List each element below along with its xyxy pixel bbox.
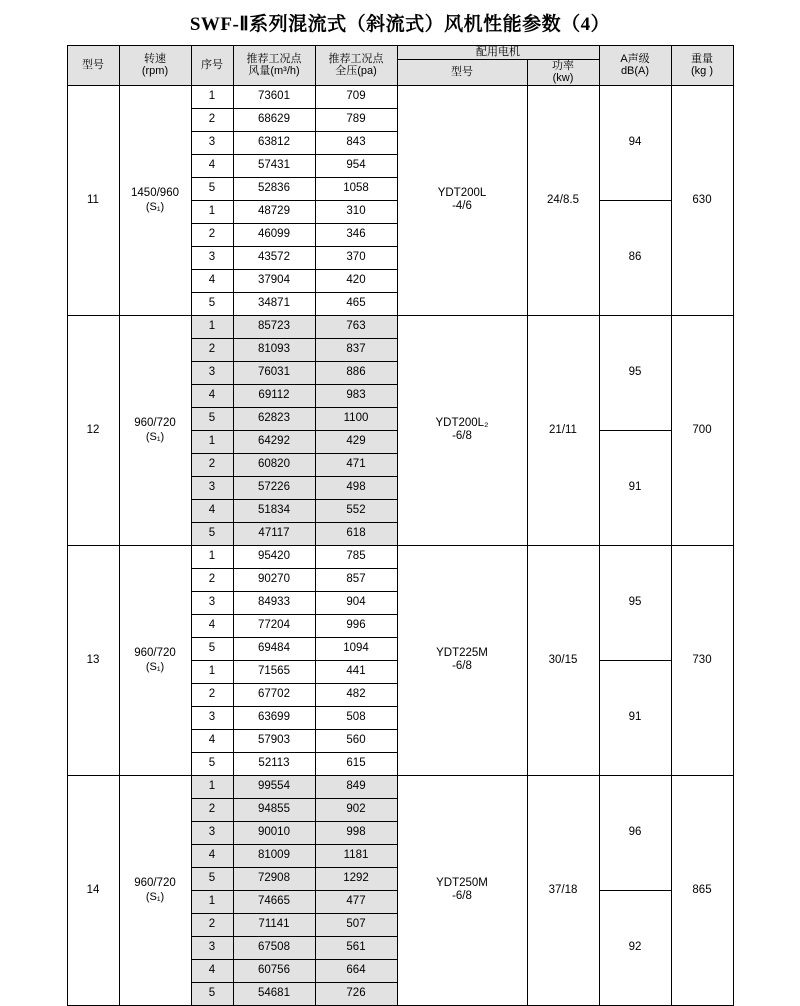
cell-seq: 2 [191,453,233,476]
cell-pressure: 552 [315,499,397,522]
cell-seq: 2 [191,683,233,706]
header-rpm [119,46,191,86]
table-row [67,85,733,108]
cell-flow: 57431 [233,154,315,177]
cell-noise-low: 91 [599,430,671,545]
cell-noise-low: 86 [599,200,671,315]
cell-seq: 2 [191,223,233,246]
cell-flow: 69112 [233,384,315,407]
cell-seq: 4 [191,499,233,522]
cell-rpm [119,85,191,315]
cell-pressure: 508 [315,706,397,729]
cell-pressure: 482 [315,683,397,706]
cell-pressure: 843 [315,131,397,154]
cell-flow: 68629 [233,108,315,131]
cell-flow: 43572 [233,246,315,269]
cell-pressure: 785 [315,545,397,568]
cell-seq: 3 [191,936,233,959]
header-noise [599,46,671,86]
table-row [67,775,733,798]
header-weight-line1: 重量 [691,52,713,65]
cell-seq: 4 [191,384,233,407]
cell-flow: 57226 [233,476,315,499]
cell-seq: 5 [191,752,233,775]
cell-power: 30/15 [527,545,599,775]
cell-motor-model [397,545,527,775]
cell-flow: 52113 [233,752,315,775]
cell-seq: 5 [191,982,233,1005]
cell-flow: 71565 [233,660,315,683]
cell-pressure: 983 [315,384,397,407]
cell-pressure: 996 [315,614,397,637]
cell-seq: 3 [191,476,233,499]
cell-seq: 1 [191,890,233,913]
header-flow [233,46,315,86]
cell-flow: 47117 [233,522,315,545]
cell-pressure: 857 [315,568,397,591]
cell-flow: 81093 [233,338,315,361]
table-header [67,46,733,86]
cell-model: 14 [67,775,119,1005]
cell-flow: 85723 [233,315,315,338]
cell-seq: 3 [191,591,233,614]
cell-pressure: 615 [315,752,397,775]
cell-motor-model [397,315,527,545]
cell-seq: 4 [191,154,233,177]
cell-flow: 57903 [233,729,315,752]
cell-noise-low: 92 [599,890,671,1005]
header-rpm-line2: (rpm) [141,65,169,78]
cell-rpm-line2: (S₁) [145,200,165,213]
cell-flow: 37904 [233,269,315,292]
cell-pressure: 849 [315,775,397,798]
cell-seq: 3 [191,246,233,269]
cell-flow: 63812 [233,131,315,154]
header-power-line1: 功率 [552,59,574,72]
cell-seq: 4 [191,959,233,982]
cell-pressure: 429 [315,430,397,453]
cell-motor-line2: -4/6 [452,200,472,213]
cell-pressure: 709 [315,85,397,108]
cell-pressure: 1100 [315,407,397,430]
cell-power: 21/11 [527,315,599,545]
header-pressure [315,46,397,86]
cell-rpm-line2: (S₁) [145,430,165,443]
cell-pressure: 507 [315,913,397,936]
cell-flow: 72908 [233,867,315,890]
header-weight [671,46,733,86]
cell-seq: 2 [191,798,233,821]
cell-seq: 3 [191,361,233,384]
cell-model: 13 [67,545,119,775]
header-noise-line2: dB(A) [620,65,650,78]
cell-flow: 69484 [233,637,315,660]
cell-rpm [119,775,191,1005]
cell-noise-high: 95 [599,315,671,430]
cell-motor-model [397,775,527,1005]
cell-flow: 81009 [233,844,315,867]
cell-pressure: 420 [315,269,397,292]
cell-flow: 48729 [233,200,315,223]
cell-pressure: 726 [315,982,397,1005]
cell-pressure: 441 [315,660,397,683]
cell-flow: 99554 [233,775,315,798]
header-power-line2: (kw) [552,72,574,85]
cell-seq: 1 [191,430,233,453]
cell-motor-line1: YDT200L₂ [435,417,489,430]
header-pressure-line2: 全压(pa) [335,65,377,78]
cell-rpm-line2: (S₁) [145,660,165,673]
cell-pressure: 561 [315,936,397,959]
cell-seq: 5 [191,867,233,890]
cell-seq: 1 [191,85,233,108]
cell-flow: 60756 [233,959,315,982]
cell-pressure: 1292 [315,867,397,890]
cell-motor-line2: -6/8 [452,890,472,903]
cell-pressure: 465 [315,292,397,315]
cell-noise-high: 94 [599,85,671,200]
cell-seq: 3 [191,821,233,844]
cell-seq: 5 [191,522,233,545]
cell-seq: 1 [191,545,233,568]
cell-seq: 5 [191,637,233,660]
cell-pressure: 498 [315,476,397,499]
cell-flow: 51834 [233,499,315,522]
cell-seq: 2 [191,108,233,131]
header-seq: 序号 [191,46,233,86]
table-row [67,545,733,568]
cell-flow: 94855 [233,798,315,821]
cell-flow: 64292 [233,430,315,453]
cell-pressure: 902 [315,798,397,821]
cell-rpm-line1: 1450/960 [131,187,179,200]
cell-rpm-line2: (S₁) [145,890,165,903]
cell-noise-low: 91 [599,660,671,775]
cell-weight: 700 [671,315,733,545]
cell-seq: 5 [191,292,233,315]
cell-power: 37/18 [527,775,599,1005]
cell-seq: 1 [191,660,233,683]
header-noise-line1: A声级 [620,52,650,65]
cell-seq: 5 [191,177,233,200]
cell-flow: 95420 [233,545,315,568]
cell-flow: 73601 [233,85,315,108]
cell-flow: 34871 [233,292,315,315]
cell-seq: 3 [191,131,233,154]
cell-pressure: 560 [315,729,397,752]
cell-seq: 5 [191,407,233,430]
cell-flow: 74665 [233,890,315,913]
cell-flow: 77204 [233,614,315,637]
cell-flow: 67702 [233,683,315,706]
cell-rpm [119,315,191,545]
header-motor-group: 配用电机 [397,46,599,60]
cell-pressure: 618 [315,522,397,545]
header-pressure-line1: 推荐工况点 [328,52,384,65]
cell-pressure: 954 [315,154,397,177]
cell-pressure: 477 [315,890,397,913]
cell-pressure: 904 [315,591,397,614]
cell-pressure: 886 [315,361,397,384]
table-body [67,85,733,1005]
header-flow-line1: 推荐工况点 [246,52,302,65]
header-power [527,59,599,85]
cell-rpm-line1: 960/720 [134,877,176,890]
cell-weight: 865 [671,775,733,1005]
cell-pressure: 1058 [315,177,397,200]
table-row [67,315,733,338]
cell-flow: 52836 [233,177,315,200]
cell-seq: 4 [191,269,233,292]
cell-flow: 62823 [233,407,315,430]
cell-flow: 84933 [233,591,315,614]
header-weight-line2: (kg ) [691,65,713,78]
cell-pressure: 837 [315,338,397,361]
cell-flow: 90270 [233,568,315,591]
cell-motor-line2: -6/8 [452,430,472,443]
cell-model: 12 [67,315,119,545]
cell-model: 11 [67,85,119,315]
cell-weight: 630 [671,85,733,315]
cell-weight: 730 [671,545,733,775]
cell-power: 24/8.5 [527,85,599,315]
cell-noise-high: 96 [599,775,671,890]
cell-pressure: 1094 [315,637,397,660]
cell-rpm [119,545,191,775]
cell-pressure: 789 [315,108,397,131]
cell-seq: 4 [191,729,233,752]
cell-pressure: 471 [315,453,397,476]
cell-seq: 4 [191,614,233,637]
cell-pressure: 763 [315,315,397,338]
header-flow-line2: 风量(m³/h) [248,65,300,78]
cell-flow: 71141 [233,913,315,936]
cell-pressure: 664 [315,959,397,982]
cell-motor-line2: -6/8 [452,660,472,673]
cell-seq: 2 [191,913,233,936]
cell-flow: 90010 [233,821,315,844]
cell-seq: 2 [191,568,233,591]
cell-rpm-line1: 960/720 [134,647,176,660]
cell-flow: 67508 [233,936,315,959]
cell-rpm-line1: 960/720 [134,417,176,430]
cell-motor-line1: YDT250M [436,877,488,890]
cell-motor-line1: YDT225M [436,647,488,660]
cell-seq: 1 [191,315,233,338]
header-model: 型号 [67,46,119,86]
cell-motor-model [397,85,527,315]
cell-pressure: 370 [315,246,397,269]
cell-flow: 46099 [233,223,315,246]
cell-pressure: 1181 [315,844,397,867]
cell-motor-line1: YDT200L [437,187,487,200]
fan-performance-table [67,45,734,1006]
cell-seq: 3 [191,706,233,729]
header-rpm-line1: 转速 [144,52,166,65]
page-title: SWF-Ⅱ系列混流式（斜流式）风机性能参数（4） [189,14,611,35]
cell-flow: 60820 [233,453,315,476]
cell-pressure: 998 [315,821,397,844]
cell-pressure: 346 [315,223,397,246]
cell-seq: 1 [191,775,233,798]
cell-seq: 1 [191,200,233,223]
cell-pressure: 310 [315,200,397,223]
cell-flow: 54681 [233,982,315,1005]
cell-seq: 2 [191,338,233,361]
cell-seq: 4 [191,844,233,867]
cell-noise-high: 95 [599,545,671,660]
header-motor-model: 型号 [397,59,527,85]
header-row-1 [67,46,733,60]
cell-flow: 63699 [233,706,315,729]
cell-flow: 76031 [233,361,315,384]
